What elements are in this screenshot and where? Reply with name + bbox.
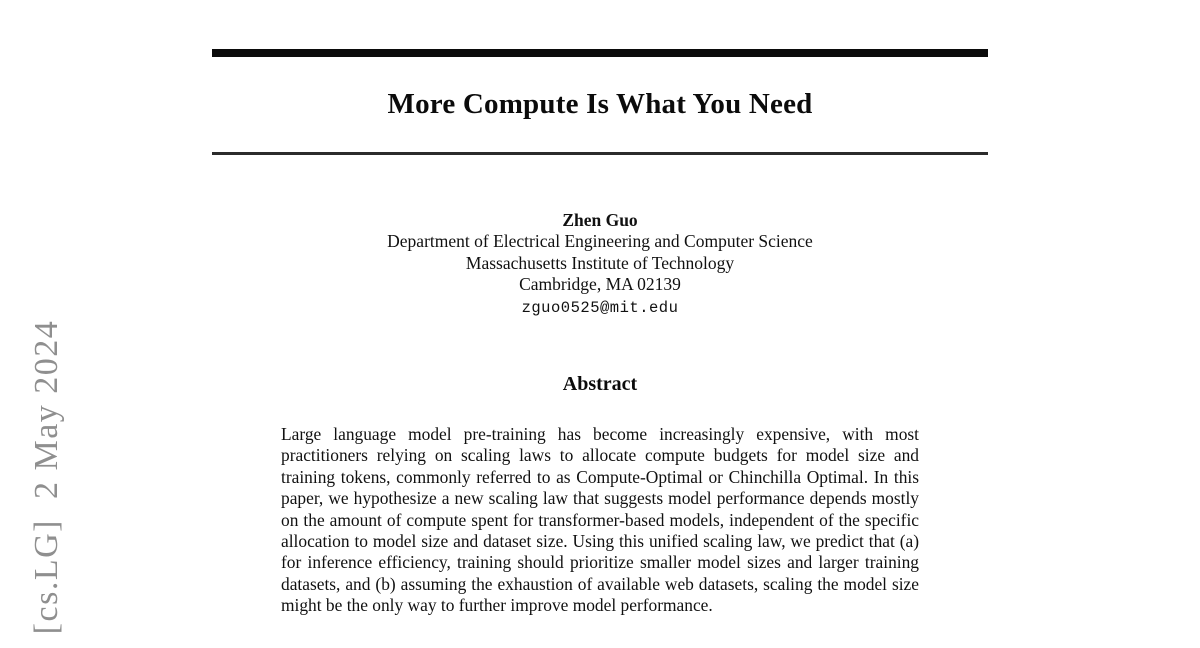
author-email: zguo0525@mit.edu [521, 299, 679, 318]
abstract-heading: Abstract [562, 373, 638, 395]
abstract-text: Large language model pre-training has become increasingly expensive, with most practitioners relying on scaling laws to allocate compute budgets for model size and training tokens, commonly referred to as Compute-Optimal or Chinchilla Optimal. In this paper, we hypothesize a new scaling law that suggests model performance depends mostly on the amount of compute spent for transformer-based models, independent of the specific allocation to model size and dataset size. Using this unified scaling law, we predict that (a) for inference efficiency, training should prioritize smaller model sizes and larger training datasets, and (b) assuming the exhaustion of available web datasets, scaling the model size might be the only way to further improve model performance. [281, 424, 919, 616]
author-affiliation-city: Cambridge, MA 02139 [519, 273, 681, 294]
title-rule-top [212, 49, 988, 57]
title-rule-bottom [212, 152, 988, 155]
paper-title: More Compute Is What You Need [387, 88, 813, 120]
arxiv-sidebar-watermark: [cs.LG] 2 May 2024 [28, 319, 65, 635]
author-block [212, 210, 988, 319]
author-affiliation-institution: Massachusetts Institute of Technology [465, 252, 735, 273]
author-affiliation-department: Department of Electrical Engineering and Computer Science [387, 231, 813, 252]
author-name: Zhen Guo [562, 210, 638, 230]
